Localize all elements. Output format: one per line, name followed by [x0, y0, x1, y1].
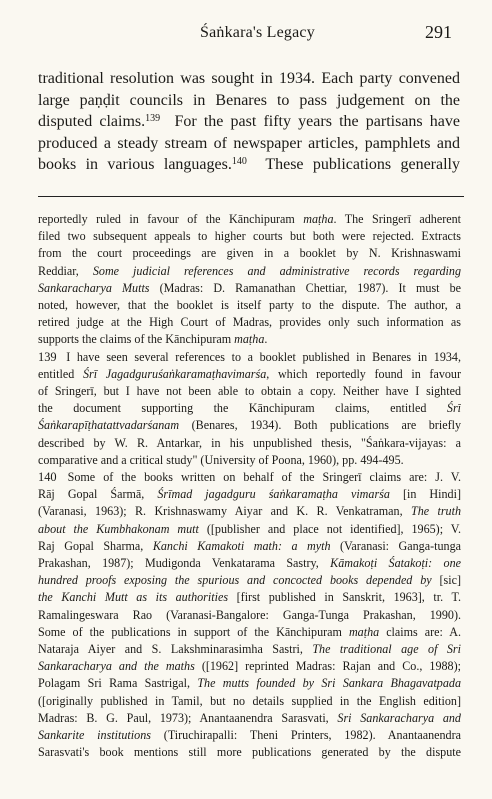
footnote-line: Madras: B. G. Paul, 1973); Anantaanendra Sarasvati, Sri Sankaracharya and [38, 710, 461, 725]
body-line: disputed claims.$^{139}$ For the past fifty years the partisans have [38, 113, 461, 130]
footnote-line: Ramalingeswara Rao (Varanasi-Bangalore: Ganga-Tunga Prakashan, 1990). [38, 607, 461, 622]
footnote-line: retired judge at the High Court of Madras, provides only such information as [38, 315, 461, 330]
footnote-line: of Sringerī, but I have not been able to obtain a copy. Neither have I sighted [38, 384, 461, 399]
footnote-line: Polagam Sri Rama Sastrigal, The mutts founded by Sri Sankara Bhagavatpada [38, 676, 461, 691]
footnote-line: (Varanasi, 1963); R. Krishnaswamy Aiyar and K. R. Venkatraman, The truth [38, 504, 461, 519]
footnote-line: described by W. R. Antarkar, in his unpublished thesis, "Śaṅkara-vijayas: a [38, 435, 461, 450]
footnote-line: Prakashan, 1987); Mudigonda Venkatarama Sastry, Kāmakoṭi Śatakoṭi: one [38, 556, 461, 571]
footnote-line: Rāj Gopal Śarmā, Śrīmad jagadguru śaṅkaramaṭha vimarśa [in Hindi] [38, 487, 461, 502]
footnote-line: supports the claims of the Kānchipuram maṭha. [38, 332, 268, 347]
footnote-line: reportedly ruled in favour of the Kānchipuram maṭha. The Sringerī adherent [38, 212, 461, 226]
footnote-number: 139 [38, 349, 57, 364]
footnote-line: Reddiar, Some judicial references and administrative records regarding [38, 263, 461, 278]
footnote-ref-140[interactable]: 140 [231, 156, 247, 167]
footnote-line: from the court proceedings are given in a booklet by N. Krishnaswami [38, 246, 461, 261]
footnote-line: hundred proofs exposing the spurious and concocted books depended by [sic] [38, 573, 461, 588]
footnote-line: filed two subsequent appeals to higher courts but both were rejected. Extracts [38, 229, 461, 244]
footnote-line: the Kanchi Mutt as its authorities [first published in Sanskrit, 1963], tr. T. [38, 590, 461, 605]
footnote-line: Raj Gopal Sharma, Kanchi Kamakoti math: a myth (Varanasi: Ganga-tunga [38, 538, 461, 553]
footnote-line: Sarasvati's book mentions still more publications generated by the dispute [38, 745, 461, 760]
footnote-line: Sankaracharya and the maths ([1962] reprinted Madras: Rajan and Co., 1988); [38, 659, 461, 674]
footnote-line: ([originally published in Tamil, but no details supplied in the English edition] [38, 693, 461, 708]
footnote-line: Nataraja Aiyer and S. Lakshminarasimha Sastri, The traditional age of Sri [38, 642, 461, 657]
footnote-ref-139[interactable]: 139 [145, 113, 161, 124]
body-line: traditional resolution was sought in 1934. Each party convened [38, 70, 460, 87]
footnotes [38, 211, 461, 762]
footnote-line: about the Kumbhakonam mutt ([publisher and place not identified], 1965); V. [38, 521, 461, 536]
footnote-number: 140 [38, 470, 57, 485]
body-text [38, 68, 460, 176]
footnote-line: noted, however, that the booklet is itself party to the dispute. The author, a [38, 298, 461, 313]
footnote-line: Some of the publications in support of the Kānchipuram maṭha claims are: A. [38, 624, 461, 639]
footnote-line: comparative and a critical study" (University of Poona, 1960), pp. 494-495. [38, 452, 404, 467]
footnote-line: Śaṅkarapīṭhatattvadarśanam (Benares, 1934). Both publications are briefly [38, 418, 461, 433]
footnote-line: the document supporting the Kānchipuram claims, entitled Śrī [38, 401, 461, 416]
page-header [38, 22, 454, 44]
running-head: Śaṅkara's Legacy [200, 24, 315, 41]
body-line: books in various languages.$^{140}$ These publications generally [38, 156, 461, 173]
footnote-divider [38, 196, 464, 197]
body-line: large paṇḍit councils in Benares to pass judgement on the [38, 91, 460, 109]
footnote-line: Sankarite institutions (Tiruchirapalli: Theni Printers, 1982). Anantaanendra [38, 728, 461, 743]
footnote-140: 140 Some of the books written on behalf of the Sringerī claims are: J. V. [38, 470, 461, 485]
footnote-line: Sankaracharya Mutts (Madras: D. Ramanathan Chettiar, 1987). It must be [38, 280, 461, 295]
page-number: 291 [425, 22, 452, 42]
body-line: produced a steady stream of newspaper articles, pamphlets and [38, 134, 460, 152]
footnote-139: 139 I have seen several references to a booklet published in Benares in 1934, [38, 349, 461, 364]
footnote-line: entitled Śrī Jagadguruśaṅkaramaṭhavimarśa, which reportedly found in favour [38, 366, 461, 381]
